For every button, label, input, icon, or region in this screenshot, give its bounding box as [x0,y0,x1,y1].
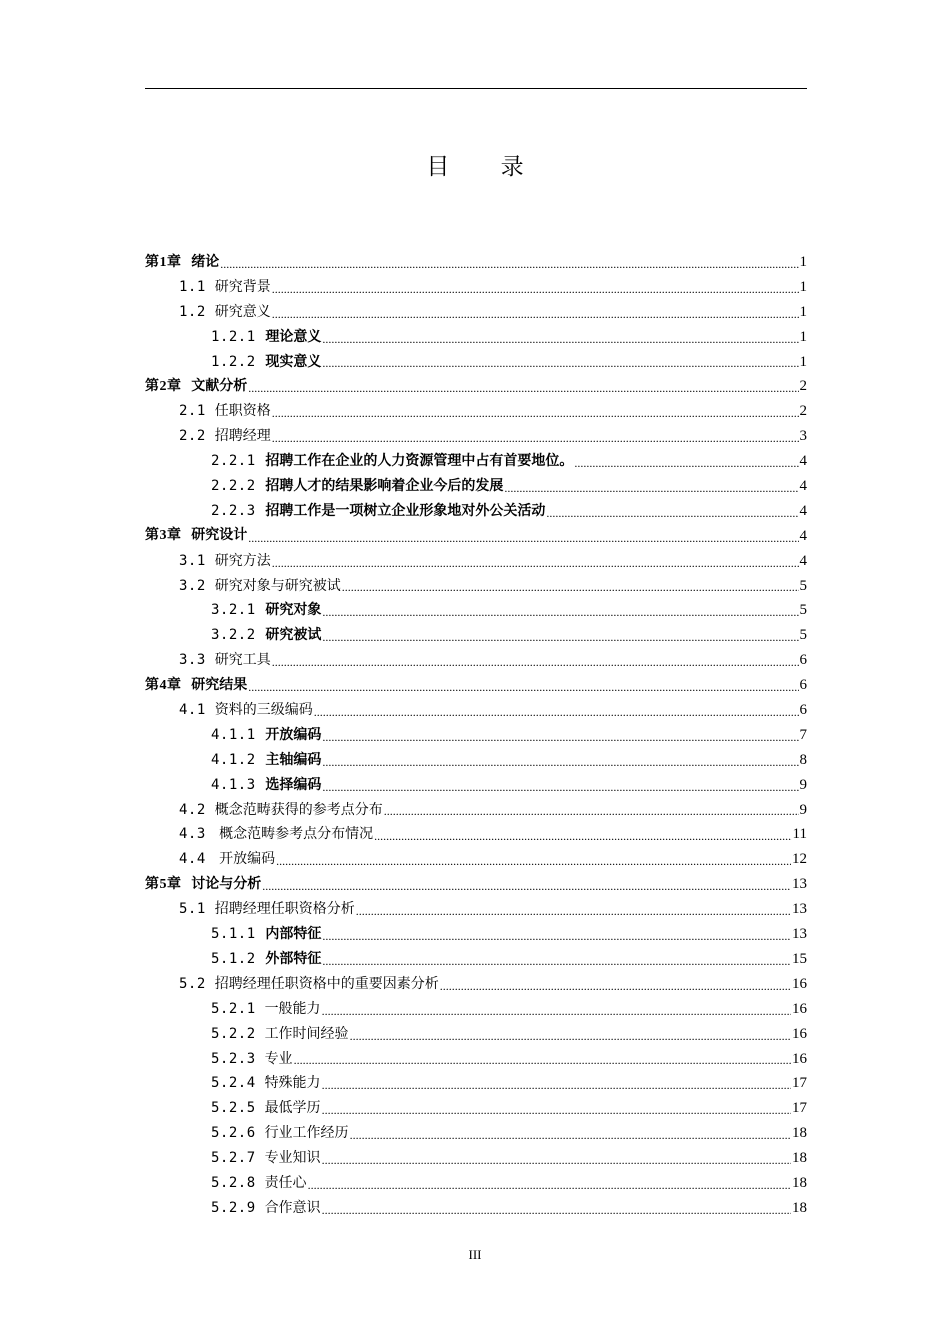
toc-leader-dots [574,449,798,474]
toc-leader-dots [350,1022,791,1047]
toc-entry-number: 5.2.7 [211,1150,256,1167]
toc-entry-title: 任职资格 [214,403,271,420]
toc-entry[interactable] [145,773,807,798]
toc-entry[interactable] [145,374,807,399]
toc-entry-page: 5 [799,577,807,594]
toc-entry-page: 13 [792,876,807,893]
toc-leader-dots [322,1196,791,1221]
toc-entry-number: 5.2.5 [211,1100,256,1117]
toc-entry-title: 招聘工作是一项树立企业形象地对外公关活动 [265,502,546,519]
toc-leader-dots [350,1121,791,1146]
toc-entry-page: 18 [792,1150,807,1167]
toc-entry-title: 外部特征 [265,950,322,967]
toc-entry-label [179,847,275,872]
header-rule [145,88,807,89]
toc-entry-label [211,1096,321,1121]
toc-entry[interactable] [145,1071,807,1096]
toc-entry-number: 第3章 [145,528,182,544]
toc-entry-page: 9 [799,776,807,793]
toc-entry-label [179,399,271,424]
toc-entry-title: 选择编码 [265,776,322,793]
toc-entry-number: 4.3 [179,826,206,843]
toc-leader-dots [248,673,798,698]
toc-entry-page: 4 [799,552,807,569]
toc-entry[interactable] [145,250,807,275]
toc-entry-number: 5.1.2 [211,950,256,967]
toc-entry-number: 4.1 [179,702,206,719]
toc-entry[interactable] [145,648,807,673]
toc-entry-page: 4 [799,453,807,470]
toc-entry-label [211,1171,307,1196]
toc-entry-number: 5.2.8 [211,1174,256,1191]
toc-entry-page: 13 [792,926,807,943]
toc-entry-page: 5 [799,627,807,644]
toc-entry-page: 17 [792,1100,807,1117]
toc-leader-dots [504,474,798,499]
toc-entry-number: 3.2 [179,577,206,594]
toc-entry-page: 6 [799,702,807,719]
toc-entry-label [179,972,439,997]
toc-entry-number: 3.3 [179,652,206,669]
toc-entry-label [211,947,321,972]
toc-leader-dots [374,822,791,847]
toc-entry-page: 11 [792,826,807,843]
toc-entry-label [179,424,271,449]
toc-entry-number: 1.2 [179,303,206,320]
toc-entry-label [211,1146,321,1171]
toc-leader-dots [314,698,799,723]
toc-leader-dots [248,524,798,549]
toc-entry-number: 4.4 [179,851,206,868]
toc-entry-number: 1.2.2 [211,353,256,370]
toc-entry-label [145,250,219,276]
toc-entry-label [211,773,321,798]
toc-entry-label [179,798,383,823]
toc-entry-number: 5.2.3 [211,1050,256,1067]
toc-entry-title: 理论意义 [265,328,322,345]
toc-entry-number: 第4章 [145,677,182,693]
toc-leader-dots [272,424,799,449]
toc-leader-dots [322,623,798,648]
toc-leader-dots [384,798,799,823]
toc-entry-title: 文献分析 [191,377,248,394]
toc-entry-title: 概念范畴获得的参考点分布 [214,801,383,818]
toc-entry-page: 16 [792,1025,807,1042]
toc-entry-number: 4.1.3 [211,776,256,793]
toc-entry-number: 5.1 [179,901,206,918]
toc-entry-number: 第2章 [145,378,182,394]
toc-entry-page: 13 [792,901,807,918]
toc-entry[interactable] [145,1146,807,1171]
toc-entry-title: 招聘经理任职资格分析 [214,901,355,918]
toc-entry-number: 3.2.1 [211,602,256,619]
toc-entry[interactable] [145,549,807,574]
toc-entry[interactable] [145,449,807,474]
toc-entry-label [211,1121,349,1146]
toc-entry-label [211,449,573,474]
toc-entry-title: 合作意识 [264,1199,321,1216]
toc-entry-label [145,523,247,549]
toc-entry[interactable] [145,424,807,449]
toc-leader-dots [342,574,799,599]
toc-entry-page: 1 [799,303,807,320]
toc-leader-dots [272,300,799,325]
toc-entry[interactable] [145,847,807,872]
toc-entry-title: 研究对象与研究被试 [214,577,341,594]
toc-entry-page: 1 [799,254,807,270]
page-title: 目 录 [426,154,546,180]
toc-leader-dots [272,648,799,673]
toc-entry-title: 特殊能力 [264,1075,321,1092]
toc-entry-title: 资料的三级编码 [214,702,313,719]
toc-leader-dots [322,1096,791,1121]
toc-entry-label [211,1047,293,1072]
toc-entry-label [211,997,321,1022]
toc-entry-page: 15 [792,950,807,967]
toc-leader-dots [262,872,791,897]
toc-entry[interactable] [145,524,807,549]
toc-leader-dots [322,947,791,972]
toc-leader-dots [322,1146,791,1171]
toc-entry-label [179,897,355,922]
toc-entry-number: 5.1.1 [211,926,256,943]
toc-entry-number: 5.2.2 [211,1025,256,1042]
toc-entry-number: 5.2.4 [211,1075,256,1092]
toc-entry-number: 2.2.2 [211,478,256,495]
toc-entry-page: 16 [792,1050,807,1067]
toc-entry-title: 研究结果 [191,676,248,693]
toc-entry-title: 最低学历 [264,1100,321,1117]
toc-entry-number: 5.2.9 [211,1199,256,1216]
toc-entry[interactable] [145,748,807,773]
toc-entry-title: 研究工具 [214,652,271,669]
toc-entry[interactable] [145,673,807,698]
toc-entry[interactable] [145,300,807,325]
toc-leader-dots [322,325,798,350]
toc-leader-dots [322,748,798,773]
toc-entry-label [211,325,321,350]
table-of-contents [145,250,807,1221]
toc-entry-page: 1 [799,278,807,295]
toc-leader-dots [272,399,799,424]
toc-entry-label [211,474,503,499]
page-number-footer: III [468,1247,482,1262]
toc-entry-title: 行业工作经历 [264,1125,349,1142]
toc-entry-label [211,748,321,773]
toc-entry-title: 开放编码 [214,851,276,868]
toc-entry[interactable] [145,723,807,748]
toc-entry-label [211,598,321,623]
toc-entry-title: 研究被试 [265,627,322,644]
toc-entry-number: 第5章 [145,876,182,892]
toc-entry-title: 现实意义 [265,353,322,370]
toc-leader-dots [322,773,798,798]
toc-entry[interactable] [145,275,807,300]
toc-entry-label [179,549,271,574]
toc-entry-title: 主轴编码 [265,751,322,768]
toc-entry-label [211,1071,321,1096]
toc-entry-number: 2.2 [179,428,206,445]
toc-entry-page: 4 [799,527,807,544]
toc-entry-title: 招聘人才的结果影响着企业今后的发展 [265,478,504,495]
toc-leader-dots [322,1071,791,1096]
toc-entry-label [211,922,321,947]
toc-entry-page: 12 [792,851,807,868]
toc-entry-page: 4 [799,502,807,519]
toc-entry-title: 讨论与分析 [191,875,262,892]
toc-entry-number: 4.1.2 [211,751,256,768]
toc-entry[interactable] [145,947,807,972]
toc-entry-number: 4.1.1 [211,726,256,743]
toc-entry[interactable] [145,399,807,424]
toc-entry-page: 6 [799,652,807,669]
toc-entry-page: 7 [799,726,807,743]
toc-entry-label [179,648,271,673]
toc-entry-title: 招聘经理任职资格中的重要因素分析 [214,975,439,992]
toc-entry-label [179,698,313,723]
toc-entry[interactable] [145,997,807,1022]
toc-entry[interactable] [145,822,807,847]
toc-entry[interactable] [145,1047,807,1072]
toc-entry[interactable] [145,325,807,350]
toc-entry-title: 专业知识 [264,1150,321,1167]
toc-entry-number: 3.1 [179,552,206,569]
toc-entry-label [211,350,321,375]
toc-entry-number: 2.2.1 [211,453,256,470]
toc-entry-page: 17 [792,1075,807,1092]
toc-entry-page: 16 [792,975,807,992]
toc-entry-label [211,499,545,524]
toc-entry-number: 2.1 [179,403,206,420]
toc-entry-page: 16 [792,1000,807,1017]
toc-entry-label [145,374,247,400]
toc-entry-number: 1.1 [179,278,206,295]
toc-entry-number: 第1章 [145,254,182,270]
toc-entry-label [179,300,271,325]
toc-entry-title: 专业 [264,1050,293,1067]
toc-entry[interactable] [145,474,807,499]
toc-leader-dots [322,997,791,1022]
toc-entry-page: 3 [799,428,807,445]
toc-leader-dots [546,499,798,524]
toc-entry[interactable] [145,1121,807,1146]
toc-entry-title: 概念范畴参考点分布情况 [214,826,374,843]
toc-leader-dots [272,275,799,300]
toc-entry-page: 2 [799,378,807,395]
toc-entry-label [211,1022,349,1047]
toc-entry-number: 1.2.1 [211,328,256,345]
toc-leader-dots [356,897,791,922]
toc-entry-label [211,623,321,648]
toc-leader-dots [308,1171,791,1196]
toc-entry-number: 4.2 [179,801,206,818]
toc-entry-page: 18 [792,1174,807,1191]
toc-entry[interactable] [145,897,807,922]
toc-entry[interactable] [145,1196,807,1221]
toc-leader-dots [294,1047,791,1072]
toc-entry[interactable] [145,798,807,823]
toc-entry-label [179,275,271,300]
toc-entry[interactable] [145,623,807,648]
toc-entry-title: 研究背景 [214,278,271,295]
toc-entry-page: 2 [799,403,807,420]
toc-entry[interactable] [145,698,807,723]
toc-entry-label [145,673,247,699]
toc-entry-page: 18 [792,1199,807,1216]
toc-entry-title: 招聘经理 [214,428,271,445]
toc-entry-page: 5 [799,602,807,619]
toc-entry-title: 研究设计 [191,527,248,544]
toc-entry[interactable] [145,1096,807,1121]
toc-entry-number: 5.2.6 [211,1125,256,1142]
toc-leader-dots [276,847,791,872]
toc-entry-page: 1 [799,328,807,345]
toc-leader-dots [322,350,798,375]
toc-entry-label [179,822,373,847]
toc-entry[interactable] [145,1022,807,1047]
toc-entry-page: 1 [799,353,807,370]
toc-leader-dots [440,972,791,997]
toc-leader-dots [248,374,798,399]
toc-entry-page: 4 [799,478,807,495]
toc-entry-title: 一般能力 [264,1000,321,1017]
toc-leader-dots [322,598,798,623]
toc-entry-label [179,574,341,599]
toc-entry[interactable] [145,598,807,623]
toc-entry[interactable] [145,350,807,375]
toc-entry[interactable] [145,1171,807,1196]
toc-entry-label [145,872,261,898]
toc-entry-title: 责任心 [264,1174,307,1191]
toc-entry-title: 研究意义 [214,303,271,320]
toc-entry-title: 研究方法 [214,552,271,569]
toc-entry-title: 招聘工作在企业的人力资源管理中占有首要地位。 [265,453,574,470]
toc-entry-number: 2.2.3 [211,502,256,519]
toc-entry-number: 5.2 [179,975,206,992]
toc-leader-dots [220,250,798,275]
toc-entry[interactable] [145,922,807,947]
toc-entry[interactable] [145,972,807,997]
toc-entry-title: 开放编码 [265,726,322,743]
toc-entry-title: 工作时间经验 [264,1025,349,1042]
toc-entry-page: 8 [799,751,807,768]
toc-entry-page: 6 [799,677,807,694]
toc-entry-title: 内部特征 [265,926,322,943]
toc-entry-label [211,723,321,748]
toc-entry-page: 9 [799,801,807,818]
toc-entry-title: 研究对象 [265,602,322,619]
toc-entry-title: 绪论 [191,253,220,270]
toc-entry-label [211,1196,321,1221]
toc-entry[interactable] [145,872,807,897]
toc-entry-number: 3.2.2 [211,627,256,644]
toc-entry-number: 5.2.1 [211,1000,256,1017]
toc-entry[interactable] [145,499,807,524]
toc-leader-dots [322,723,798,748]
toc-entry[interactable] [145,574,807,599]
toc-entry-page: 18 [792,1125,807,1142]
toc-leader-dots [322,922,791,947]
toc-leader-dots [272,549,799,574]
